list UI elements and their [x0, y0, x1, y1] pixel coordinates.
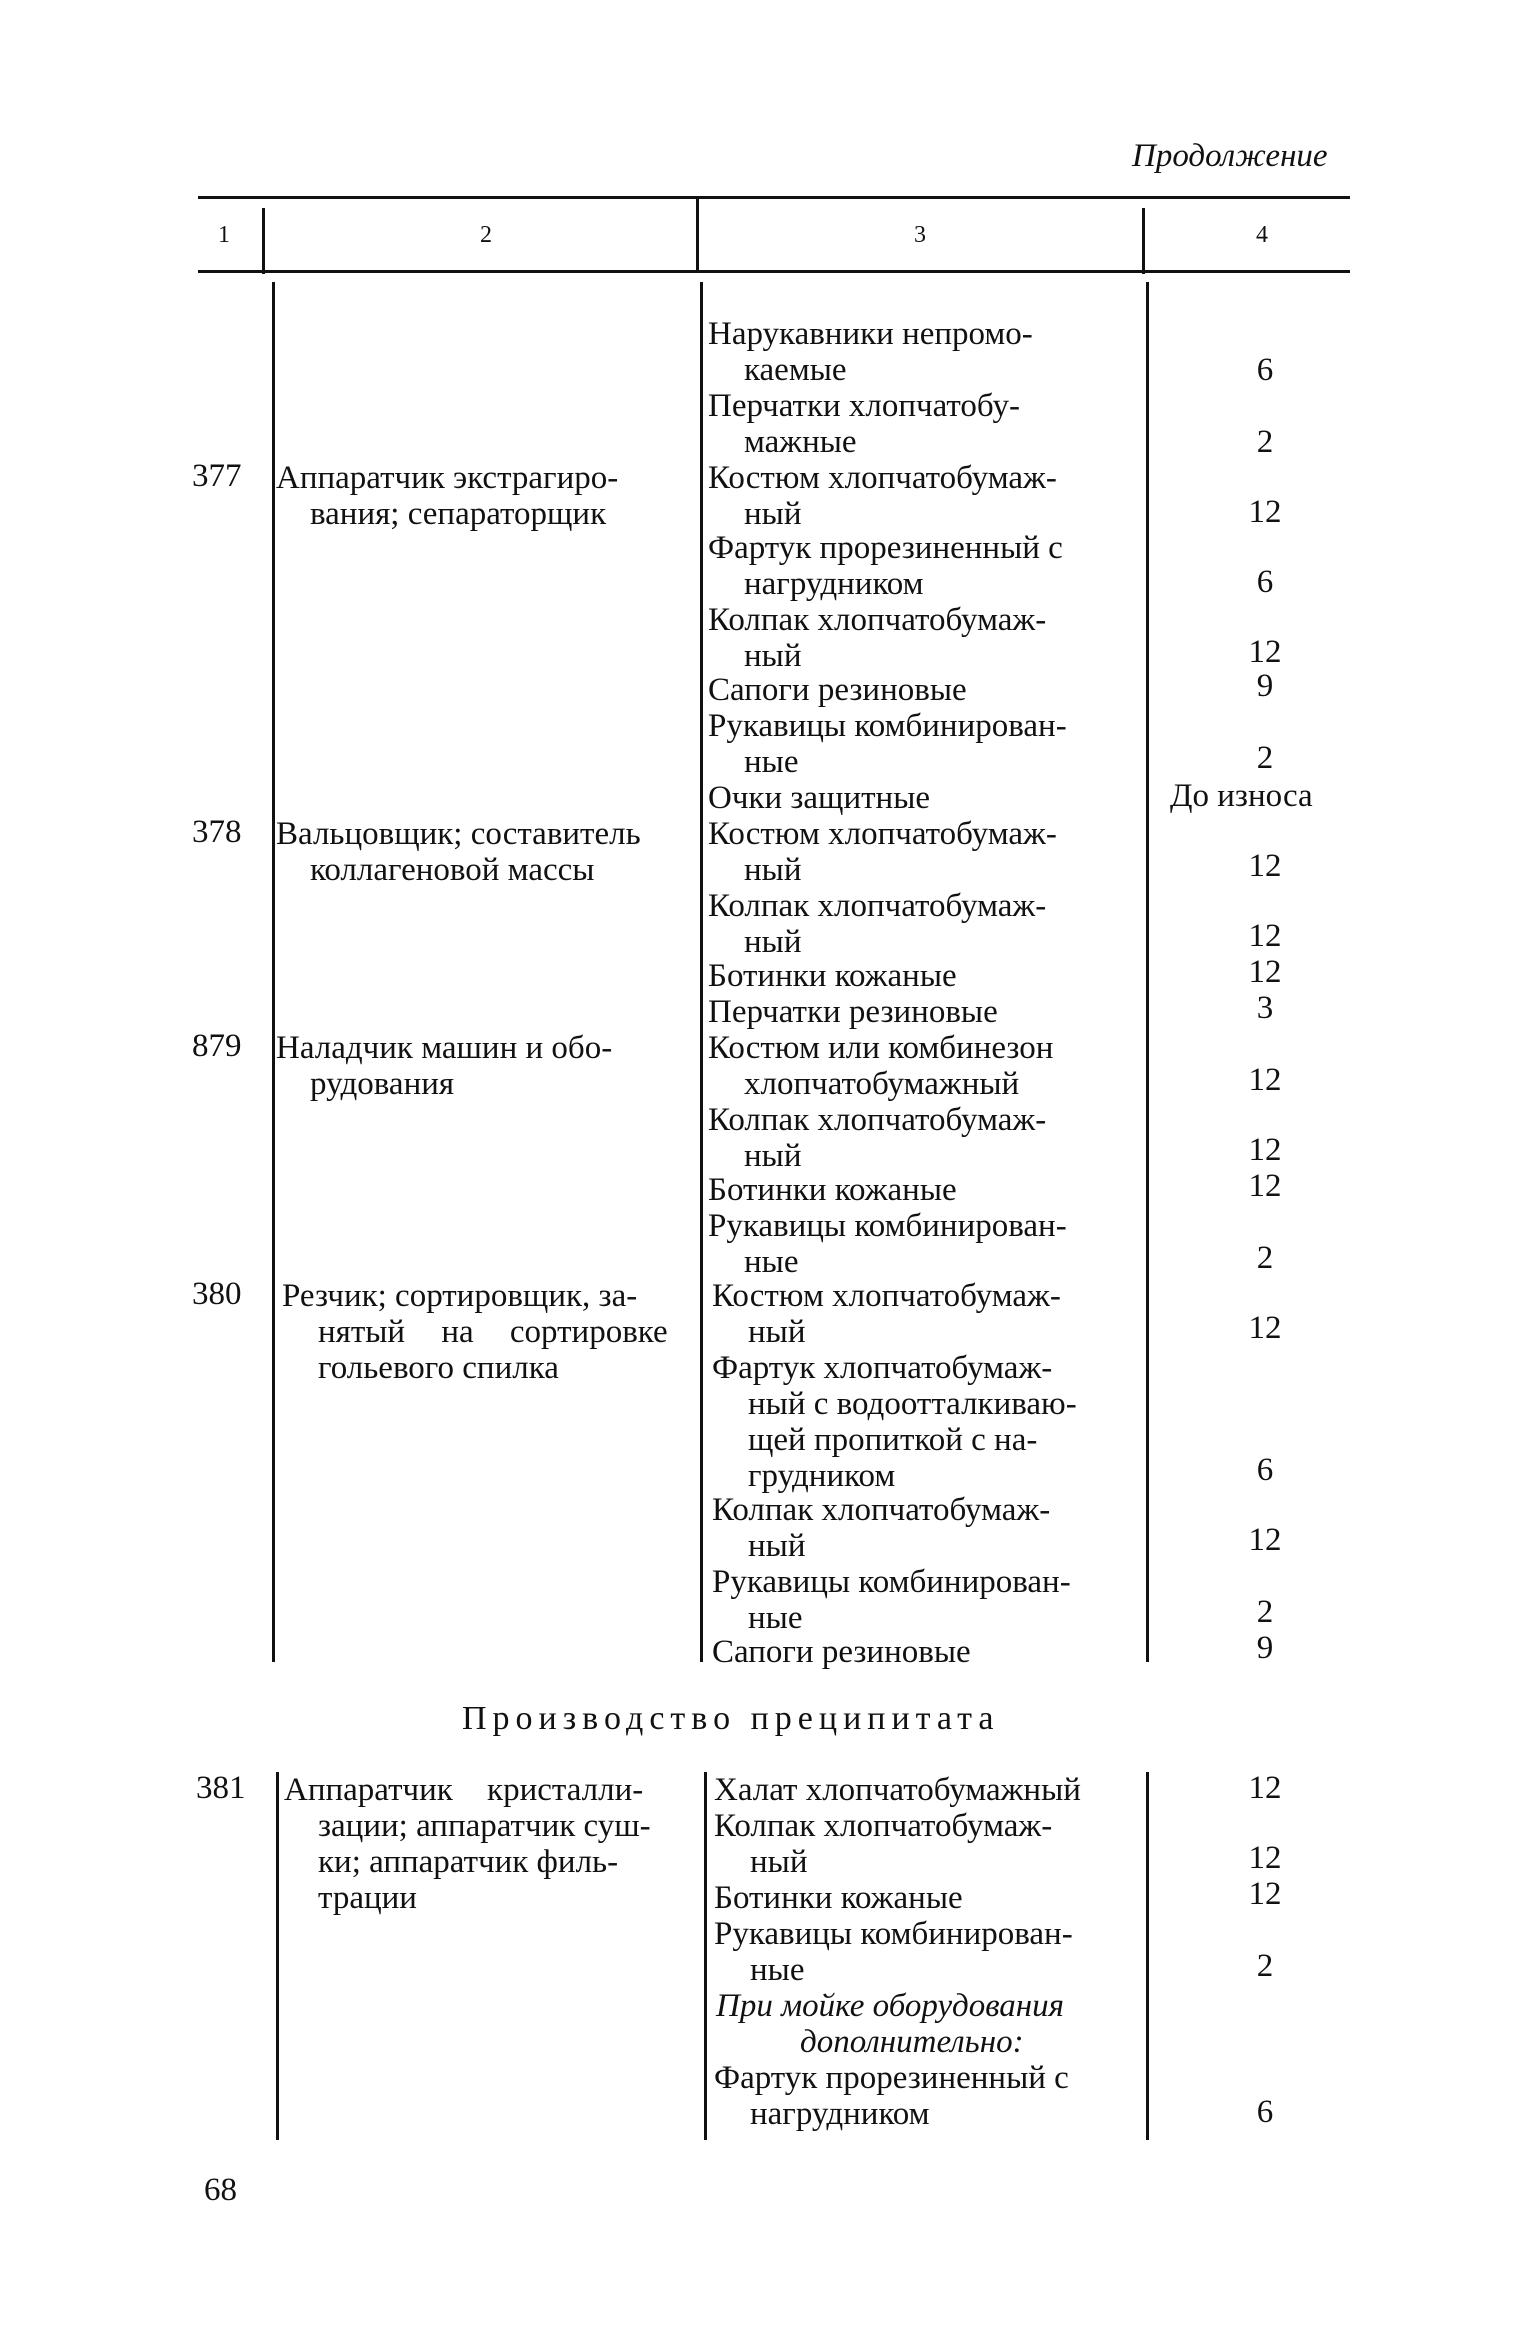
item-4-0-line-1: Костюм хлопчатобумаж-	[712, 1278, 1061, 1314]
item-1-0-line-2: ный	[744, 496, 802, 532]
job-380-line-3: гольевого спилка	[318, 1350, 559, 1386]
job-377-line-2: вания; сепараторщик	[310, 496, 607, 532]
qty-3-2: 12	[1248, 1168, 1282, 1204]
qty-381-5: 6	[1256, 2094, 1274, 2130]
body-divider-2	[700, 282, 703, 1662]
item-381-1-line-2: ный	[750, 1844, 808, 1880]
item-3-1-line-2: ный	[744, 1138, 802, 1174]
item-1-3-line-1: Сапоги резиновые	[708, 672, 967, 708]
item-4-1-line-3: щей пропиткой с на-	[748, 1422, 1038, 1458]
item-1-4-line-2: ные	[744, 744, 799, 780]
qty-381-1: 12	[1248, 1840, 1282, 1876]
job-378-line-2: коллагеновой массы	[310, 852, 595, 888]
item-3-0-line-2: хлопчатобумажный	[744, 1066, 1020, 1102]
item-4-0-line-2: ный	[748, 1314, 806, 1350]
qty-1-1: 6	[1256, 564, 1274, 600]
qty-2-2: 12	[1248, 954, 1282, 990]
item-381-4-line-2: дополнительно:	[800, 2024, 1024, 2060]
job-879-line-2: рудования	[310, 1066, 455, 1102]
item-381-5-line-1: Фартук прорезиненный с	[714, 2060, 1069, 2096]
job-381-line-2: зации; аппаратчик суш-	[318, 1808, 651, 1844]
item-4-3-line-1: Рукавицы комбинирован-	[712, 1564, 1071, 1600]
item-0-1-line-1: Перчатки хлопчатобу-	[708, 388, 1020, 424]
qty-4-0: 12	[1248, 1310, 1282, 1346]
qty-1-0: 12	[1248, 494, 1282, 530]
column-header-2: 2	[480, 222, 492, 248]
item-381-2-line-1: Ботинки кожаные	[714, 1880, 963, 1916]
job-381-line-3: ки; аппаратчик филь-	[318, 1844, 619, 1880]
header-divider-2	[696, 198, 699, 273]
item-4-3-line-2: ные	[748, 1600, 803, 1636]
body-divider-1	[272, 282, 275, 1662]
qty-2-1: 12	[1248, 918, 1282, 954]
item-1-2-line-2: ный	[744, 638, 802, 674]
item-381-0-line-1: Халат хлопчатобумажный	[714, 1772, 1081, 1808]
item-3-3-line-2: ные	[744, 1244, 799, 1280]
body-divider-3	[1146, 282, 1149, 1662]
item-1-1-line-2: нагрудником	[744, 566, 924, 602]
job-377-line-1: Аппаратчик экстрагиро-	[276, 460, 619, 496]
qty-1-5: До износа	[1170, 778, 1313, 814]
job-380-line-1: Резчик; сортировщик, за-	[282, 1278, 638, 1314]
qty-2-3: 3	[1256, 990, 1274, 1026]
item-4-2-line-2: ный	[748, 1528, 806, 1564]
qty-3-3: 2	[1256, 1240, 1274, 1276]
page-number: 68	[204, 2172, 237, 2208]
qty-1-3: 9	[1256, 668, 1274, 704]
item-4-1-line-4: грудником	[748, 1458, 896, 1494]
item-381-4-line-1: При мойке оборудования	[716, 1988, 1064, 2024]
item-1-0-line-1: Костюм хлопчатобумаж-	[708, 460, 1057, 496]
qty-4-3: 2	[1256, 1594, 1274, 1630]
item-2-3-line-1: Перчатки резиновые	[708, 994, 998, 1030]
item-1-2-line-1: Колпак хлопчатобумаж-	[708, 602, 1047, 638]
item-2-1-line-2: ный	[744, 924, 802, 960]
job-380-line-2: нятый на сортировке	[318, 1314, 668, 1350]
qty-0-0: 6	[1256, 352, 1274, 388]
item-0-0-line-1: Нарукавники непромо-	[708, 316, 1033, 352]
row-number-377: 377	[192, 458, 242, 494]
qty-3-0: 12	[1248, 1062, 1282, 1098]
qty-2-0: 12	[1248, 848, 1282, 884]
item-3-2-line-1: Ботинки кожаные	[708, 1172, 957, 1208]
item-1-5-line-1: Очки защитные	[708, 780, 931, 816]
item-381-1-line-1: Колпак хлопчатобумаж-	[714, 1808, 1053, 1844]
qty-381-0: 12	[1248, 1770, 1282, 1806]
item-3-1-line-1: Колпак хлопчатобумаж-	[708, 1102, 1047, 1138]
item-381-5-line-2: нагрудником	[750, 2096, 930, 2132]
item-2-0-line-1: Костюм хлопчатобумаж-	[708, 816, 1057, 852]
row-number-381: 381	[196, 1770, 246, 1806]
continuation-label: Продолжение	[1132, 138, 1328, 174]
qty-1-2: 12	[1248, 634, 1282, 670]
qty-381-2: 12	[1248, 1876, 1282, 1912]
item-3-3-line-1: Рукавицы комбинирован-	[708, 1208, 1067, 1244]
qty-1-4: 2	[1256, 740, 1274, 776]
column-header-3: 3	[914, 222, 926, 248]
item-3-0-line-1: Костюм или комбинезон	[708, 1030, 1054, 1066]
table2-divider-2	[704, 1772, 707, 2140]
job-378-line-1: Вальцовщик; составитель	[276, 816, 641, 852]
header-divider-1	[262, 208, 265, 274]
qty-4-1: 6	[1256, 1452, 1274, 1488]
table2-divider-1	[276, 1772, 279, 2140]
item-1-1-line-1: Фартук прорезиненный с	[708, 530, 1063, 566]
header-divider-3	[1142, 208, 1145, 274]
column-header-1: 1	[218, 222, 230, 248]
job-381-line-1: Аппаратчик кристалли-	[284, 1772, 644, 1808]
item-1-4-line-1: Рукавицы комбинирован-	[708, 708, 1067, 744]
item-4-2-line-1: Колпак хлопчатобумаж-	[712, 1492, 1051, 1528]
item-4-4-line-1: Сапоги резиновые	[712, 1634, 971, 1670]
section-title: Производство преципитата	[462, 1700, 1000, 1737]
header-top-rule	[198, 196, 1350, 199]
row-number-380: 380	[192, 1276, 242, 1312]
job-381-line-4: трации	[318, 1880, 417, 1916]
job-879-line-1: Наладчик машин и обо-	[276, 1030, 613, 1066]
item-381-3-line-2: ные	[750, 1952, 805, 1988]
item-2-2-line-1: Ботинки кожаные	[708, 958, 957, 994]
column-header-4: 4	[1256, 222, 1268, 248]
row-number-879: 879	[192, 1028, 242, 1064]
qty-381-3: 2	[1256, 1948, 1274, 1984]
item-0-1-line-2: мажные	[744, 424, 857, 460]
item-0-0-line-2: каемые	[744, 352, 847, 388]
item-381-3-line-1: Рукавицы комбинирован-	[714, 1916, 1073, 1952]
qty-3-1: 12	[1248, 1132, 1282, 1168]
row-number-378: 378	[192, 814, 242, 850]
item-4-1-line-1: Фартук хлопчатобумаж-	[712, 1350, 1053, 1386]
table2-divider-3	[1146, 1772, 1149, 2140]
qty-0-1: 2	[1256, 424, 1274, 460]
item-4-1-line-2: ный с водоотталкиваю-	[748, 1386, 1077, 1422]
qty-4-2: 12	[1248, 1522, 1282, 1558]
qty-4-4: 9	[1256, 1630, 1274, 1666]
header-bottom-rule	[198, 270, 1350, 273]
item-2-1-line-1: Колпак хлопчатобумаж-	[708, 888, 1047, 924]
item-2-0-line-2: ный	[744, 852, 802, 888]
